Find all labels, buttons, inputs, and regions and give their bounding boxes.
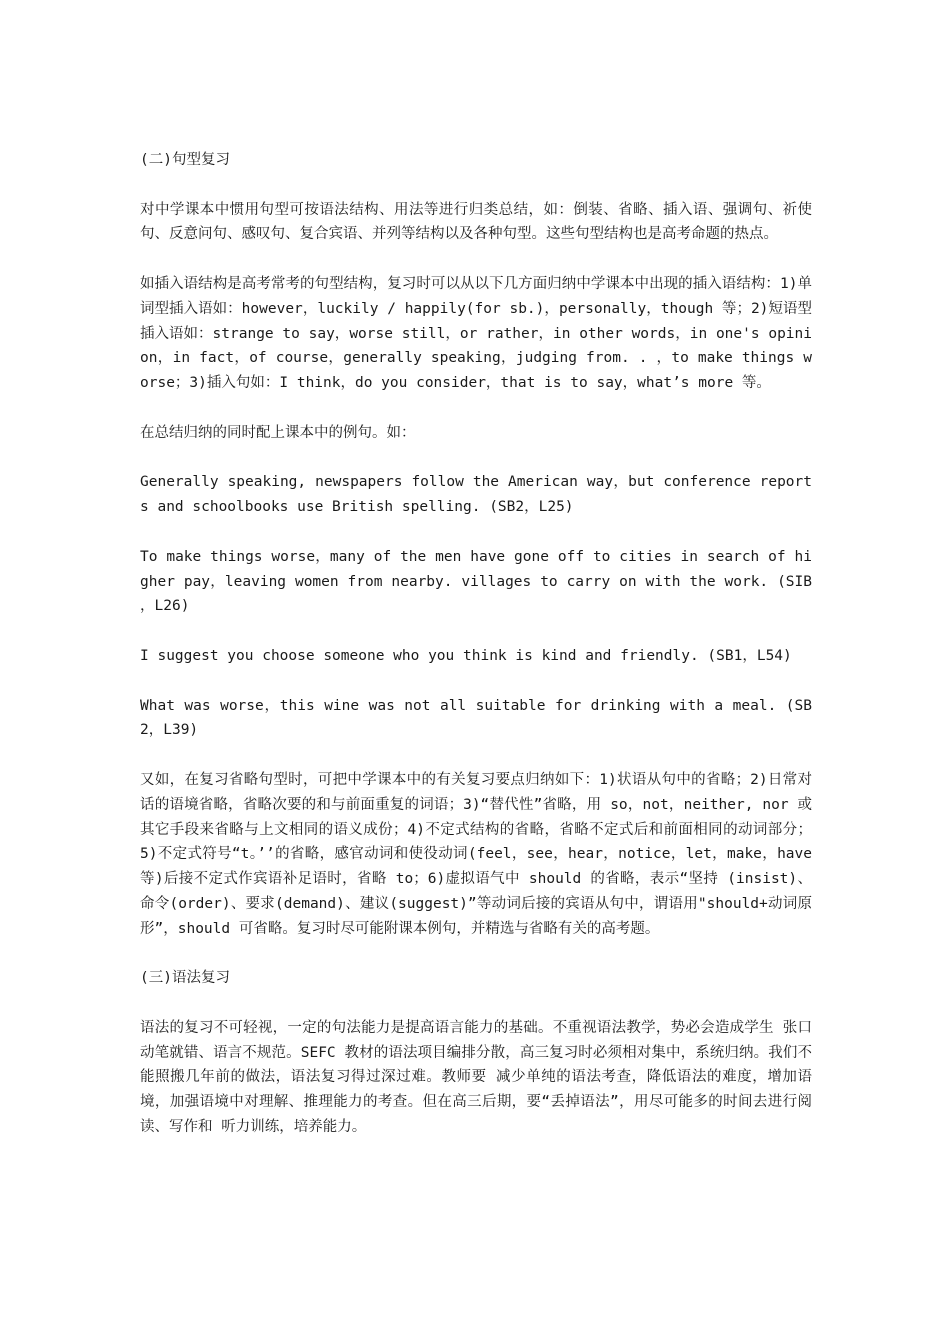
example-sentence-2: To make things worse，many of the men have gone off to cities in search of higher pay，leaving women from nearby. villages to carry on with the work. (SIB ，L26) — [140, 548, 812, 615]
example-sentence-3: I suggest you choose someone who you think is kind and friendly. (SB1，L54) — [140, 647, 792, 664]
paragraph-example-intro: 在总结归纳的同时配上课本中的例句。如： — [140, 424, 416, 441]
document-body — [140, 148, 812, 1165]
example-sentence-1: Generally speaking, newspapers follow the American way，but conference reports and schoolbooks use British spelling. (SB2，L25) — [140, 474, 812, 516]
section-heading-sentence-patterns: (二)句型复习 — [140, 152, 230, 168]
paragraph-ellipsis: 又如，在复习省略句型时，可把中学课本中的有关复习要点归纳如下：1)状语从句中的省略；2)日常对话的语境省略，省略次要的和与前面重复的词语；3)“替代性”省略，用 so，not，neither, nor 或其它手段来省略与上文相同的语义成份；4)不定式结构的省略，省略不定式后和前面相同的动词部分；5)不定式符号“t。’’的省略，感官动词和使役动词(feel，see，hear，notice，let，make，have 等)后接不定式作宾语补足语时，省略 to；6)虚拟语气中 should 的省略，表示“坚持 (insist)、命令(order)、要求(demand)、建议(suggest)”等动词后接的宾语从句中，谓语用"should+动词原形”，should 可省略。复习时尽可能附课本例句，并精选与省略有关的高考题。 — [140, 771, 812, 937]
paragraph-grammar-review: 语法的复习不可轻视，一定的句法能力是提高语言能力的基础。不重视语法教学，势必会造成学生 张口动笔就错、语言不规范。SEFC 教材的语法项目编排分散，高三复习时必须相对集中，系统归纳。我们不能照搬几年前的做法，语法复习得过深过难。教师要 减少单纯的语法考查，降低语法的难度，增加语境，加强语境中对理解、推理能力的考查。但在高三后期，要“丢掉语法”，用尽可能多的时间去进行阅读、写作和 听力训练，培养能力。 — [140, 1019, 812, 1136]
paragraph-parenthesis-structures: 如插入语结构是高考常考的句型结构，复习时可以从以下几方面归纳中学课本中出现的插入语结构：1)单词型插入语如：however，luckily / happily(for sb.)，personally，though 等；2)短语型插入语如：strange to say，worse still，or rather，in other words，in one's opinion，in fact，of course，generally speaking，judging from. . ，to make things worse；3)插入句如：I think，do you consider，that is to say，what’s more 等。 — [140, 275, 812, 392]
paragraph-pattern-summary: 对中学课本中惯用句型可按语法结构、用法等进行归类总结，如：倒装、省略、插入语、强调句、祈使句、反意问句、感叹句、复合宾语、并列等结构以及各种句型。这些句型结构也是高考命题的热点。 — [140, 201, 812, 243]
section-heading-grammar: (三)语法复习 — [140, 970, 230, 987]
example-sentence-4: What was worse，this wine was not all suitable for drinking with a meal. (SB2，L39) — [140, 697, 812, 739]
